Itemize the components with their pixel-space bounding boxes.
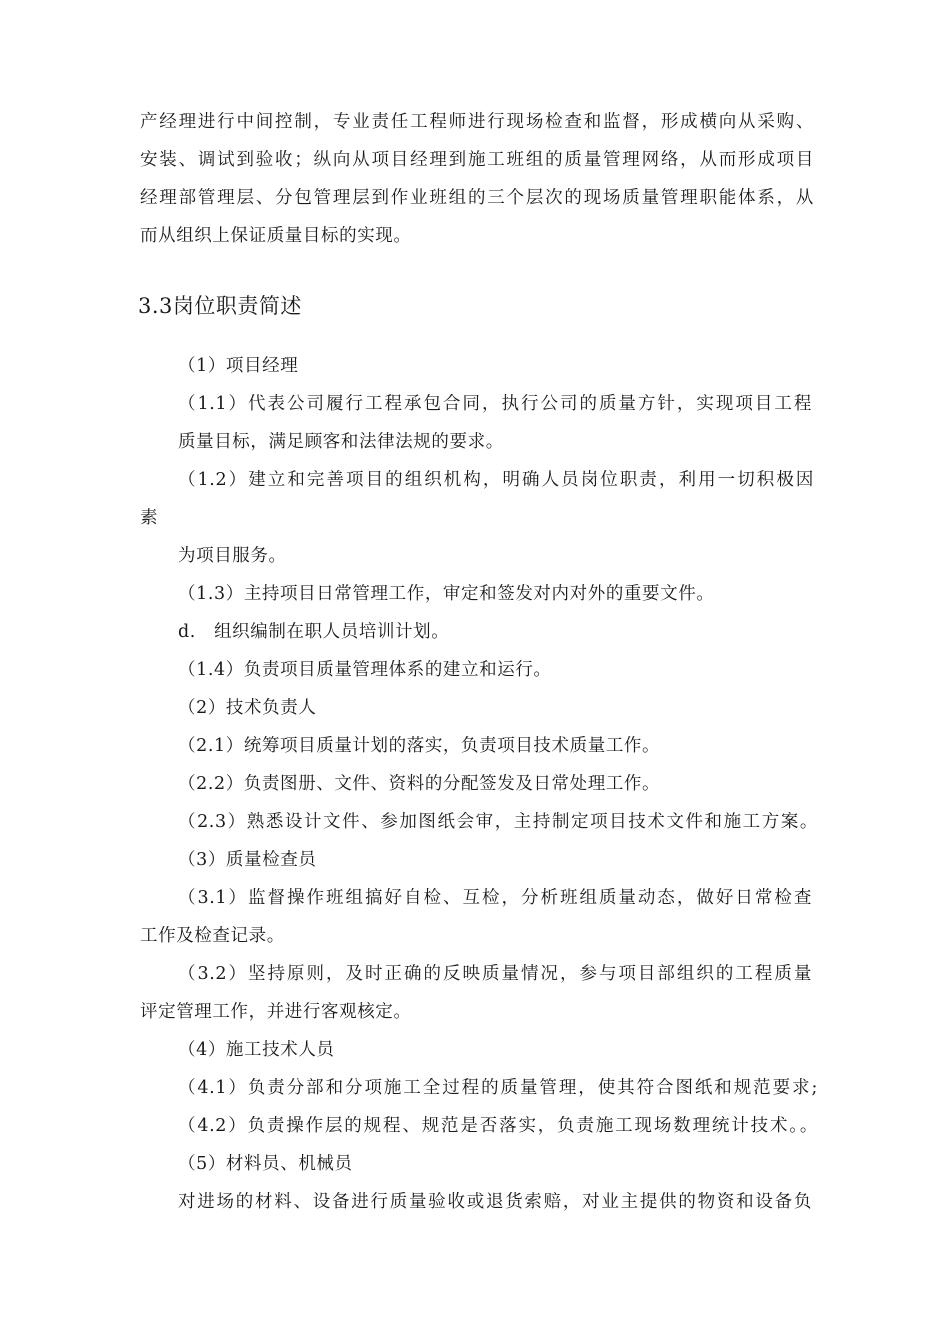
item-1-2: （1.2）建立和完善项目的组织机构，明确人员岗位职责，利用一切积极因 xyxy=(178,470,814,490)
item-materials-machinery: （5）材料员、机械员 xyxy=(178,1154,353,1174)
item-1-2-cont-b: 为项目服务。 xyxy=(178,546,287,566)
item-1-4: （1.4）负责项目质量管理体系的建立和运行。 xyxy=(178,660,552,680)
item-1-1-cont: 质量目标，满足顾客和法律法规的要求。 xyxy=(178,432,504,452)
item-technical-lead: （2）技术负责人 xyxy=(178,698,317,718)
item-3-1: （3.1）监督操作班组搞好自检、互检，分析班组质量动态，做好日常检查 xyxy=(178,888,812,908)
item-5-text: 对进场的材料、设备进行质量验收或退货索赔，对业主提供的物资和设备负 xyxy=(178,1192,812,1212)
item-2-3: （2.3）熟悉设计文件、参加图纸会审，主持制定项目技术文件和施工方案。 xyxy=(178,812,818,832)
item-construction-tech-staff: （4）施工技术人员 xyxy=(178,1040,335,1060)
item-quality-inspector: （3）质量检查员 xyxy=(178,850,317,870)
item-2-1: （2.1）统筹项目质量计划的落实，负责项目技术质量工作。 xyxy=(178,736,661,756)
item-3-2-cont: 评定管理工作，并进行客观核定。 xyxy=(140,1002,412,1022)
item-1-2-cont-a: 素 xyxy=(140,508,159,528)
intro-line-3: 经理部管理层、分包管理层到作业班组的三个层次的现场质量管理职能体系，从 xyxy=(140,188,814,208)
intro-line-4: 而从组织上保证质量目标的实现。 xyxy=(140,226,412,246)
item-1-1: （1.1）代表公司履行工程承包合同，执行公司的质量方针，实现项目工程 xyxy=(178,394,812,414)
item-4-1: （4.1）负责分部和分项施工全过程的质量管理，使其符合图纸和规范要求; xyxy=(178,1078,818,1098)
item-3-1-cont: 工作及检查记录。 xyxy=(140,926,285,946)
item-4-2: （4.2）负责操作层的规程、规范是否落实，负责施工现场数理统计技术。。 xyxy=(178,1116,818,1136)
item-d: d. 组织编制在职人员培训计划。 xyxy=(178,622,450,642)
item-project-manager: （1）项目经理 xyxy=(178,356,299,376)
intro-line-2: 安装、调试到验收；纵向从项目经理到施工班组的质量管理网络，从而形成项目 xyxy=(140,150,814,170)
item-2-2: （2.2）负责图册、文件、资料的分配签发及日常处理工作。 xyxy=(178,774,661,794)
item-1-3: （1.3）主持项目日常管理工作，审定和签发对内对外的重要文件。 xyxy=(178,584,715,604)
item-3-2: （3.2）坚持原则，及时正确的反映质量情况，参与项目部组织的工程质量 xyxy=(178,964,812,984)
section-heading: 3.3岗位职责简述 xyxy=(138,294,302,318)
intro-line-1: 产经理进行中间控制，专业责任工程师进行现场检查和监督，形成横向从采购、 xyxy=(140,112,814,132)
